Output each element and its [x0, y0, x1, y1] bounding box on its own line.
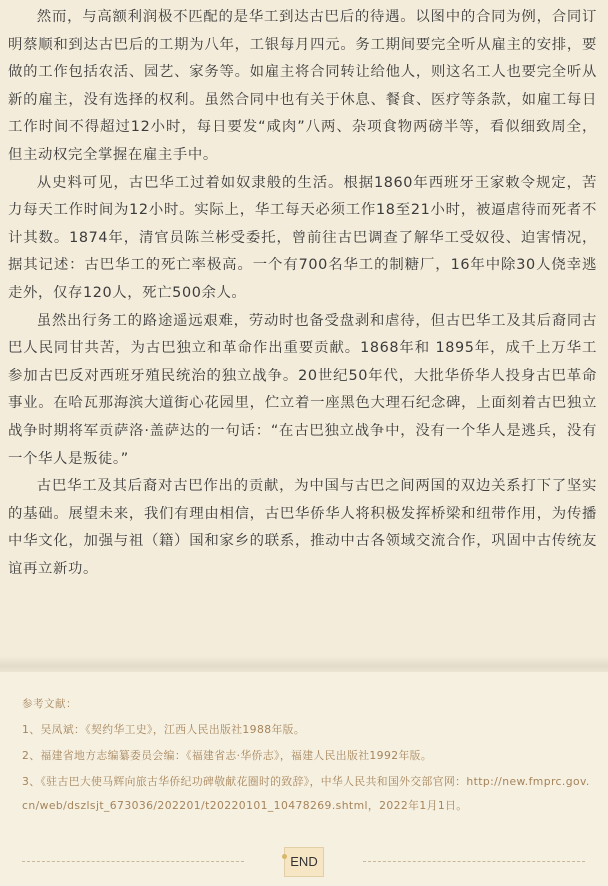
article-paragraph: 从史料可见，古巴华工过着如奴隶般的生活。根据1860年西班牙王家敕令规定，苦力每天工作时间为12小时。实际上，华工每天必须工作18至21小时，被逼虐待而死者不计其数。1874年，清官员陈兰彬受委托，曾前往古巴调查了解华工受奴役、迫害情况，据其记述：古巴华工的死亡率极高。一个有700名华工的制糖厂，16年中除30人侥幸逃走外，仅存120人，死亡500余人。 — [8, 174, 597, 301]
reference-item: 1、吴凤斌：《契约华工史》，江西人民出版社1988年版。 — [22, 723, 306, 736]
reference-item: 2、福建省地方志编纂委员会编：《福建省志·华侨志》，福建人民出版社1992年版。 — [22, 749, 433, 762]
end-divider-left — [22, 861, 244, 862]
end-divider-right — [363, 861, 585, 862]
end-dot-ornament — [282, 854, 287, 859]
reference-item: 3、《驻古巴大使马辉向旅古华侨纪功碑敬献花圈时的致辞》，中华人民共和国外交部官网：http://new.fmprc.gov.cn/web/dszlsjt_673036/202201/t20220101_10478269.shtml，2022年1月1日。 — [22, 775, 590, 812]
article-paragraph: 然而，与高额利润极不匹配的是华工到达古巴后的待遇。以图中的合同为例，合同订明蔡顺和到达古巴后的工期为八年，工银每月四元。务工期间要完全听从雇主的安排，要做的工作包括农活、园艺、家务等。如雇主将合同转让给他人，则这名工人也要完全听从新的雇主，没有选择的权利。虽然合同中也有关于休息、餐食、医疗等条款，如雇工每日工作时间不得超过12小时，每日要发“咸肉”八两、杂项食物两磅半等，看似细致周全，但主动权完全掌握在雇主手中。 — [8, 9, 597, 163]
article-paragraph: 虽然出行务工的路途遥远艰难，劳动时也备受盘剥和虐待，但古巴华工及其后裔同古巴人民同甘共苦，为古巴独立和革命作出重要贡献。1868年和 1895年，成千上万华工参加古巴反对西班牙殖民统治的独立战争。20世纪50年代，大批华侨华人投身古巴革命事业。在哈瓦那海滨大道街心花园里，伫立着一座黑色大理石纪念碑，上面刻着古巴独立战争时期将军贡萨洛·盖萨达的一句话：“在古巴独立战争中，没有一个华人是逃兵，没有一个华人是叛徒。” — [8, 312, 597, 467]
end-marker — [284, 847, 324, 877]
references-title: 参考文献： — [22, 698, 77, 710]
article-paragraph: 古巴华工及其后裔对古巴作出的贡献，为中国与古巴之间两国的双边关系打下了坚实的基础。展望未来，我们有理由相信，古巴华侨华人将积极发挥桥梁和纽带作用，为传播中华文化，加强与祖（籍）国和家乡的联系，推动中古各领域交流合作，巩固中古传统友谊再立新功。 — [8, 478, 597, 577]
end-label: END — [290, 854, 318, 869]
